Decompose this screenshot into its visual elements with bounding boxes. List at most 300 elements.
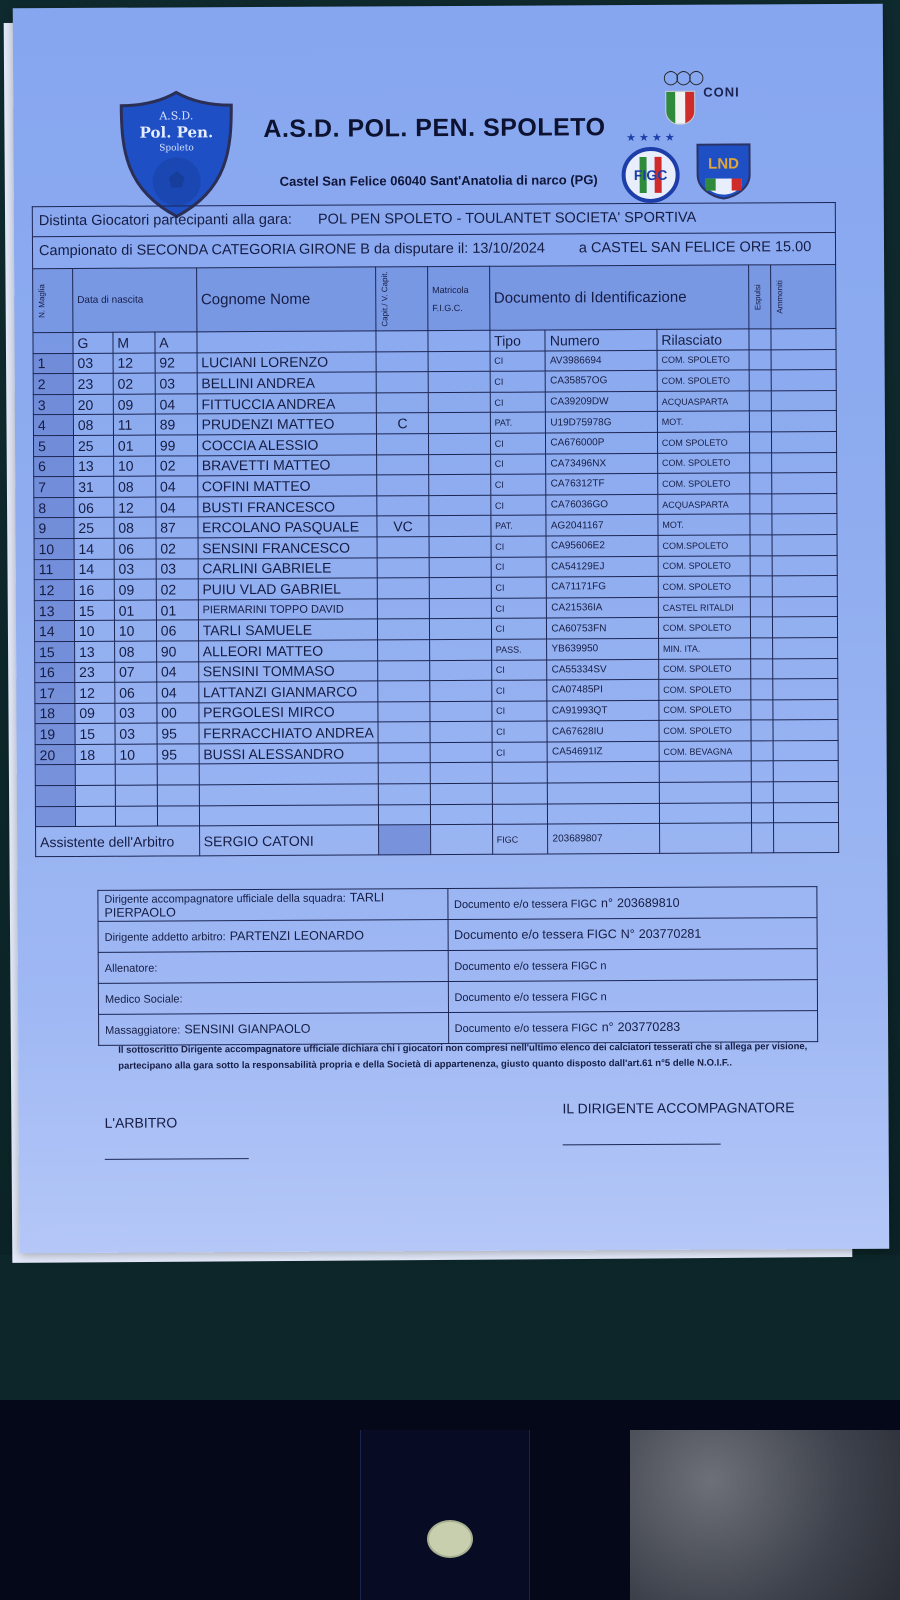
birth-day: 16 <box>74 579 114 600</box>
logo-text-asd: A.S.D. <box>159 109 194 123</box>
championship-line <box>32 232 836 268</box>
matricola <box>428 392 490 413</box>
birth-month: 10 <box>114 620 156 641</box>
captain-mark <box>376 372 428 393</box>
captain-mark: C <box>377 413 429 434</box>
staff-doc-label: Documento e/o tessera FIGC <box>454 1022 598 1035</box>
staff-row <box>98 980 817 1015</box>
doc-type: CI <box>490 454 546 475</box>
doc-number: CA60753FN <box>547 618 659 639</box>
doc-type: CI <box>491 659 547 680</box>
staff-doc-label: Documento e/o tessera FIGC n <box>454 960 607 973</box>
doc-number: CA91993QT <box>547 700 659 721</box>
lnd-label: LND <box>708 155 740 173</box>
staff-role-cell <box>98 982 448 1015</box>
staff-role: Massaggiatore: <box>105 1024 181 1037</box>
doc-type: CI <box>491 680 547 701</box>
expelled-cell <box>750 494 772 515</box>
warned-cell <box>771 370 836 391</box>
shirt-number: 17 <box>35 683 75 704</box>
birth-day: 23 <box>73 373 113 394</box>
expelled-cell <box>751 720 773 741</box>
captain-mark <box>378 722 430 743</box>
birth-year: 04 <box>157 682 199 703</box>
birth-year: 02 <box>155 455 197 476</box>
staff-role-cell <box>98 889 448 922</box>
doc-type: CI <box>491 577 547 598</box>
doc-type: CI <box>491 557 547 578</box>
staff-role-cell <box>98 951 448 984</box>
staff-row <box>98 949 817 984</box>
doc-type: CI <box>490 433 546 454</box>
birth-day: 20 <box>73 394 113 415</box>
col-name: Cognome Nome <box>196 267 376 332</box>
matricola <box>428 371 490 392</box>
doc-issued: COM. SPOLETO <box>658 617 750 638</box>
matricola <box>430 742 492 763</box>
shirt-number: 9 <box>34 518 74 539</box>
captain-mark <box>376 351 428 372</box>
birth-month: 10 <box>115 744 157 765</box>
matricola <box>430 701 492 722</box>
staff-document-cell <box>447 887 817 920</box>
player-rows <box>33 349 838 765</box>
birth-year: 90 <box>156 641 198 662</box>
match-sheet <box>13 4 890 1254</box>
doc-type: PAT. <box>490 412 546 433</box>
player-name: FERRACCHIATO ANDREA <box>199 722 379 744</box>
birth-year: 04 <box>156 497 198 518</box>
birth-day: 14 <box>74 538 114 559</box>
captain-mark <box>378 660 430 681</box>
col-captain: Capit./ V. Capit. <box>376 267 428 331</box>
col-doc-issued: Rilasciato <box>657 329 749 350</box>
warned-cell <box>772 576 837 597</box>
captain-mark <box>377 475 429 496</box>
birth-month: 08 <box>114 641 156 662</box>
birth-year: 87 <box>156 517 198 538</box>
birth-year: 04 <box>155 394 197 415</box>
doc-issued: ACQUASPARTA <box>658 494 750 515</box>
player-name: BUSTI FRANCESCO <box>197 496 377 518</box>
matricola <box>428 454 490 475</box>
player-name: LUCIANI LORENZO <box>197 351 377 373</box>
col-warned: Ammoniti <box>770 264 836 328</box>
warned-cell <box>773 699 838 720</box>
birth-year: 06 <box>156 620 198 641</box>
doc-number: CA76036GO <box>546 494 658 515</box>
captain-mark <box>377 557 429 578</box>
doc-issued: COM SPOLETO <box>657 432 749 453</box>
doc-number: CA676000P <box>546 432 658 453</box>
doc-number: YB639950 <box>547 638 659 659</box>
shirt-number: 18 <box>35 703 75 724</box>
matricola <box>429 577 491 598</box>
coni-label: CONI <box>703 84 740 100</box>
captain-mark: VC <box>377 516 429 537</box>
col-shirt-number: N. Maglia <box>33 268 73 332</box>
captain-mark <box>378 742 430 763</box>
doc-issued: COM. SPOLETO <box>659 658 751 679</box>
matricola <box>430 722 492 743</box>
birth-month: 09 <box>114 579 156 600</box>
staff-document-cell <box>448 980 818 1013</box>
doc-number: CA07485PI <box>547 680 659 701</box>
matricola <box>428 433 490 454</box>
col-expelled: Espulsi <box>748 265 770 329</box>
staff-role: Dirigente accompagnatore ufficiale della squadra: <box>104 892 346 906</box>
expelled-cell <box>750 555 772 576</box>
warned-cell <box>772 658 837 679</box>
figc-label: FIGC <box>633 166 668 184</box>
shirt-number: 12 <box>34 580 74 601</box>
warned-cell <box>771 390 836 411</box>
player-name: BRAVETTI MATTEO <box>197 454 377 476</box>
birth-month: 06 <box>115 682 157 703</box>
matricola <box>429 557 491 578</box>
shirt-number: 10 <box>34 538 74 559</box>
shirt-number: 4 <box>33 415 73 436</box>
player-name: PRUDENZI MATTEO <box>197 413 377 435</box>
staff-name: SENSINI GIANPAOLO <box>184 1021 311 1037</box>
matricola <box>429 536 491 557</box>
shirt-number: 19 <box>35 724 75 745</box>
referee-signature-label: L'ARBITRO <box>104 1114 178 1131</box>
warned-cell <box>772 555 837 576</box>
staff-doc-label: Documento e/o tessera FIGC <box>454 927 617 942</box>
player-name: ERCOLANO PASQUALE <box>198 516 378 538</box>
expelled-cell <box>751 700 773 721</box>
captain-mark <box>378 681 430 702</box>
birth-day: 18 <box>75 744 115 765</box>
list-label: Distinta Giocatori partecipanti alla gara: <box>38 211 292 230</box>
doc-type: CI <box>491 536 547 557</box>
expelled-cell <box>750 597 772 618</box>
player-name: BUSSI ALESSANDRO <box>199 743 379 765</box>
doc-type: CI <box>491 598 547 619</box>
expelled-cell <box>749 391 771 412</box>
captain-mark <box>377 537 429 558</box>
captain-mark <box>378 619 430 640</box>
shirt-number: 5 <box>33 435 73 456</box>
warned-cell <box>772 596 837 617</box>
staff-document-cell <box>448 918 818 951</box>
assistant-label: Assistente dell'Arbitro <box>36 826 200 857</box>
staff-doc-number: 203770281 <box>638 926 702 942</box>
warned-cell <box>773 720 838 741</box>
doc-number: CA54691IZ <box>547 741 659 762</box>
player-name: LATTANZI GIANMARCO <box>198 681 378 703</box>
shirt-number: 13 <box>34 600 74 621</box>
player-name: CARLINI GABRIELE <box>198 557 378 579</box>
birth-year: 04 <box>156 661 198 682</box>
staff-row <box>98 887 817 922</box>
birth-year: 02 <box>156 538 198 559</box>
shirt-number: 14 <box>34 621 74 642</box>
doc-issued: MOT. <box>657 411 749 432</box>
col-birth-date: Data di nascita <box>73 268 197 333</box>
captain-mark <box>378 598 430 619</box>
logo-text-spoleto: Spoleto <box>159 143 194 154</box>
club-title: A.S.D. POL. PEN. SPOLETO <box>263 113 606 143</box>
captain-mark <box>377 434 429 455</box>
birth-day: 09 <box>75 703 115 724</box>
warned-cell <box>771 452 836 473</box>
birth-month: 02 <box>113 373 155 394</box>
birth-month: 09 <box>113 394 155 415</box>
matricola <box>428 351 490 372</box>
shirt-number: 2 <box>33 374 73 395</box>
birth-year: 02 <box>156 579 198 600</box>
doc-number: CA73496NX <box>546 453 658 474</box>
captain-mark <box>377 392 429 413</box>
matricola <box>429 619 491 640</box>
match-teams-line <box>32 202 836 236</box>
birth-day: 25 <box>73 435 113 456</box>
birth-day: 08 <box>73 415 113 436</box>
staff-doc-number: 203770283 <box>617 1019 681 1035</box>
birth-month: 06 <box>114 538 156 559</box>
doc-issued: COM. BEVAGNA <box>659 741 751 762</box>
championship-info: Campionato di SECONDA CATEGORIA GIRONE B da disputare il: 13/10/2024 <box>38 240 545 260</box>
doc-number: CA39209DW <box>546 391 658 412</box>
doc-issued: CASTEL RITALDI <box>658 597 750 618</box>
birth-year: 99 <box>155 435 197 456</box>
declaration-text: Il sottoscritto Dirigente accompagnatore ufficiale dichiara chi i giocatori non compresi nell'ultimo elenco dei calciatori tesserati che si allega per visione, partecipano alla gara sotto la responsabilità propria e della Società di appartenenza, giusto quanto disposto dall'art.61 n°5 delle N.O.I.F.. <box>118 1041 808 1072</box>
expelled-cell <box>749 370 771 391</box>
doc-issued: COM. SPOLETO <box>659 720 751 741</box>
birth-year: 92 <box>155 352 197 373</box>
doc-issued: COM. SPOLETO <box>657 370 749 391</box>
staff-role-cell <box>98 920 448 953</box>
birth-month: 03 <box>114 559 156 580</box>
staff-doc-label: Documento e/o tessera FIGC n <box>454 991 607 1004</box>
matricola <box>430 660 492 681</box>
birth-day: 10 <box>74 621 114 642</box>
matricola <box>428 413 490 434</box>
venue-info: a CASTEL SAN FELICE ORE 15.00 <box>578 239 812 257</box>
doc-number: AG2041167 <box>546 515 658 536</box>
expelled-cell <box>749 411 771 432</box>
birth-month: 01 <box>113 435 155 456</box>
matricola <box>430 680 492 701</box>
birth-day: 13 <box>74 456 114 477</box>
manager-signature-label: IL DIRIGENTE ACCOMPAGNATORE <box>562 1099 795 1117</box>
captain-mark <box>377 495 429 516</box>
shirt-number: 15 <box>35 641 75 662</box>
birth-year: 95 <box>157 744 199 765</box>
doc-number: CA35857OG <box>546 371 658 392</box>
player-name: FITTUCCIA ANDREA <box>197 393 377 415</box>
shirt-number: 20 <box>35 744 75 765</box>
assistant-doc-number: 203689807 <box>548 824 660 855</box>
figc-logo-icon <box>617 131 683 203</box>
col-doc-number: Numero <box>545 329 657 350</box>
player-name: BELLINI ANDREA <box>197 372 377 394</box>
doc-number: CA21536IA <box>547 597 659 618</box>
italy-flag-icon <box>665 91 695 125</box>
shirt-number: 16 <box>35 662 75 683</box>
matricola <box>429 495 491 516</box>
captain-mark <box>377 454 429 475</box>
doc-number: CA71171FG <box>547 577 659 598</box>
player-name: SENSINI TOMMASO <box>198 660 378 682</box>
col-document: Documento di Identificazione <box>489 265 748 330</box>
col-day: G <box>73 332 113 353</box>
expelled-cell <box>751 741 773 762</box>
matricola <box>429 639 491 660</box>
warned-cell <box>771 493 836 514</box>
assistant-name: SERGIO CATONI <box>199 825 379 856</box>
clipboard-board <box>0 1255 900 1400</box>
doc-type: PASS. <box>491 639 547 660</box>
warned-cell <box>773 740 838 761</box>
staff-document-cell <box>448 949 818 982</box>
birth-month: 12 <box>113 353 155 374</box>
staff-name: PARTENZI LEONARDO <box>229 928 365 944</box>
birth-day: 31 <box>74 476 114 497</box>
warned-cell <box>771 349 836 370</box>
doc-issued: COM. SPOLETO <box>658 555 750 576</box>
doc-type: CI <box>491 618 547 639</box>
doc-issued: COM. SPOLETO <box>658 576 750 597</box>
doc-issued: COM. SPOLETO <box>659 679 751 700</box>
col-year: A <box>155 332 197 353</box>
expelled-cell <box>749 473 771 494</box>
doc-issued: MOT. <box>658 514 750 535</box>
doc-type: CI <box>492 721 548 742</box>
manager-signature-line <box>563 1144 721 1146</box>
doc-issued: COM. SPOLETO <box>658 473 750 494</box>
birth-day: 15 <box>74 600 114 621</box>
doc-number: CA55334SV <box>547 659 659 680</box>
doc-type: PAT. <box>491 515 547 536</box>
expelled-cell <box>749 432 771 453</box>
birth-year: 03 <box>155 373 197 394</box>
player-name: COFINI MATTEO <box>197 475 377 497</box>
player-name: PIERMARINI TOPPO DAVID <box>198 599 378 621</box>
birth-day: 14 <box>74 559 114 580</box>
staff-name: TARLI PIERPAOLO <box>104 890 385 920</box>
birth-year: 04 <box>155 476 197 497</box>
matricola <box>429 474 491 495</box>
doc-number: U19D75978G <box>546 412 658 433</box>
doc-issued: ACQUASPARTA <box>657 391 749 412</box>
club-logo-icon <box>117 89 236 220</box>
birth-year: 03 <box>156 558 198 579</box>
club-address: Castel San Felice 06040 Sant'Anatolia di narco (PG) <box>279 172 598 189</box>
shirt-number: 7 <box>34 477 74 498</box>
birth-day: 06 <box>74 497 114 518</box>
matricola <box>429 598 491 619</box>
birth-year: 00 <box>157 703 199 724</box>
captain-mark <box>378 578 430 599</box>
players-table <box>32 264 839 857</box>
shirt-button <box>427 1520 473 1558</box>
doc-number: CA67628IU <box>547 721 659 742</box>
match-teams: POL PEN SPOLETO - TOULANTET SOCIETA' SPORTIVA <box>317 209 697 228</box>
birth-day: 12 <box>75 682 115 703</box>
svg-text:★ ★ ★ ★: ★ ★ ★ ★ <box>626 131 675 145</box>
doc-type: CI <box>490 392 546 413</box>
coni-badge <box>663 68 740 100</box>
birth-month: 03 <box>115 723 157 744</box>
birth-day: 15 <box>75 724 115 745</box>
birth-day: 25 <box>74 518 114 539</box>
player-name: ALLEORI MATTEO <box>198 640 378 662</box>
doc-type: CI <box>490 371 546 392</box>
warned-cell <box>772 514 837 535</box>
birth-year: 95 <box>157 723 199 744</box>
shirt-number: 11 <box>34 559 74 580</box>
col-month: M <box>113 332 155 353</box>
staff-role: Allenatore: <box>104 962 158 975</box>
doc-issued: COM. SPOLETO <box>657 350 749 371</box>
birth-year: 01 <box>156 600 198 621</box>
staff-table <box>97 886 818 1046</box>
player-name: PUIU VLAD GABRIEL <box>198 578 378 600</box>
birth-month: 01 <box>114 600 156 621</box>
col-doc-type: Tipo <box>490 330 546 351</box>
expelled-cell <box>750 617 772 638</box>
doc-number: AV3986694 <box>545 350 657 371</box>
staff-row <box>98 918 817 953</box>
expelled-cell <box>749 452 771 473</box>
birth-year: 89 <box>155 414 197 435</box>
warned-cell <box>772 637 837 658</box>
birth-month: 11 <box>113 414 155 435</box>
doc-issued: COM. SPOLETO <box>657 452 749 473</box>
logo-text-polpen: Pol. Pen. <box>139 123 214 142</box>
player-name: TARLI SAMUELE <box>198 619 378 641</box>
staff-role: Medico Sociale: <box>104 993 183 1006</box>
staff-doc-prefix: n° <box>601 1020 614 1035</box>
assistant-referee-row <box>36 823 839 857</box>
warned-cell <box>772 617 837 638</box>
expelled-cell <box>749 349 771 370</box>
birth-month: 08 <box>114 517 156 538</box>
doc-number: CA54129EJ <box>547 556 659 577</box>
doc-issued: COM.SPOLETO <box>658 535 750 556</box>
warned-cell <box>771 431 836 452</box>
staff-doc-prefix: n° <box>600 896 614 911</box>
doc-issued: COM. SPOLETO <box>659 700 751 721</box>
birth-month: 12 <box>114 497 156 518</box>
shirt-number: 6 <box>34 456 74 477</box>
staff-doc-number: 203689810 <box>616 895 680 911</box>
doc-type: CI <box>490 495 546 516</box>
birth-month: 08 <box>114 476 156 497</box>
shirt-number: 8 <box>34 497 74 518</box>
birth-month: 07 <box>115 662 157 683</box>
birth-month: 10 <box>113 456 155 477</box>
staff-doc-label: Documento e/o tessera FIGC <box>453 898 598 911</box>
background-shirt-placket <box>360 1430 530 1600</box>
matricola <box>429 516 491 537</box>
background-gravel <box>630 1430 900 1600</box>
player-name: SENSINI FRANCESCO <box>198 537 378 559</box>
expelled-cell <box>750 576 772 597</box>
expelled-cell <box>750 514 772 535</box>
warned-cell <box>771 473 836 494</box>
expelled-cell <box>750 638 772 659</box>
staff-role: Dirigente addetto arbitro: <box>104 931 226 944</box>
birth-month: 03 <box>115 703 157 724</box>
player-name: COCCIA ALESSIO <box>197 434 377 456</box>
expelled-cell <box>750 535 772 556</box>
assistant-doc-type: FIGC <box>492 824 548 854</box>
doc-type: CI <box>492 701 548 722</box>
